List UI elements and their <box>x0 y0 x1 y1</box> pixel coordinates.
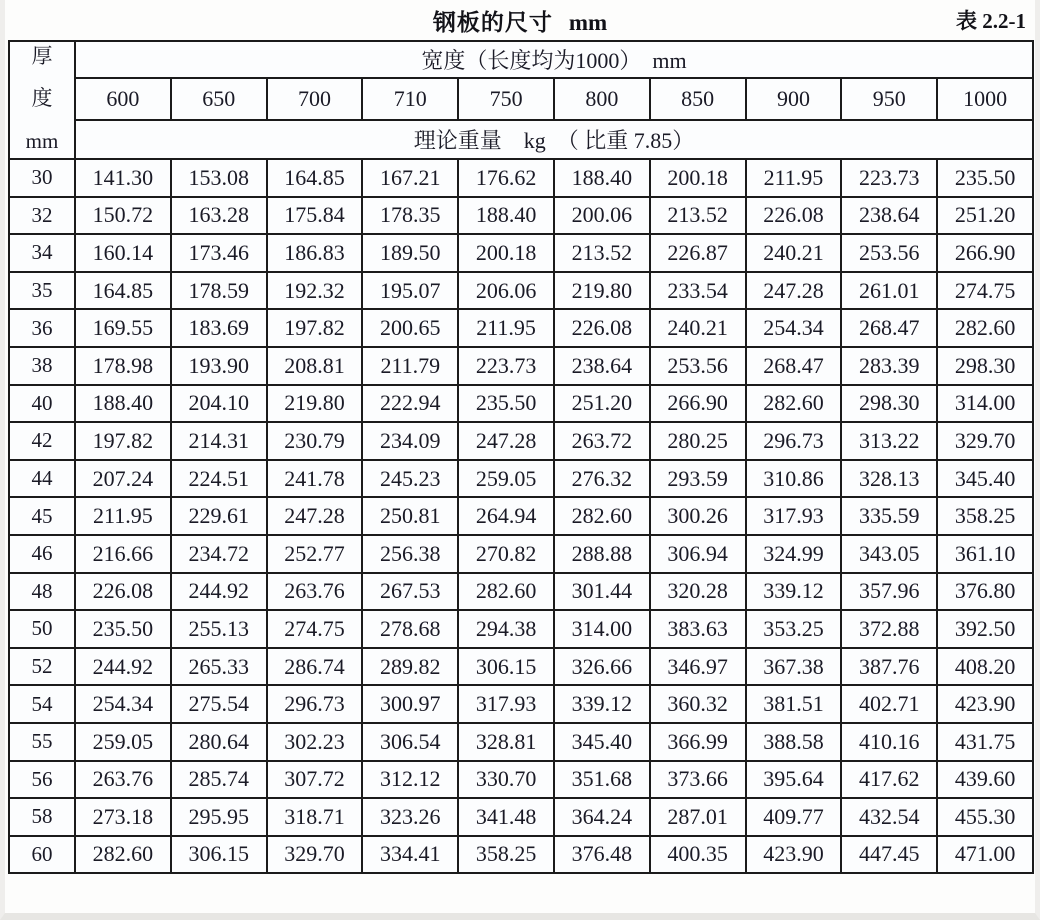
thickness-cell: 30 <box>9 159 75 197</box>
weight-cell: 278.68 <box>362 610 458 648</box>
weight-cell: 188.40 <box>554 159 650 197</box>
weight-cell: 376.48 <box>554 836 650 874</box>
weight-cell: 224.51 <box>171 460 267 498</box>
weight-cell: 314.00 <box>937 385 1033 423</box>
weight-cell: 226.08 <box>554 309 650 347</box>
width-column-header: 650 <box>171 78 267 119</box>
weight-cell: 153.08 <box>171 159 267 197</box>
weight-cell: 372.88 <box>841 610 937 648</box>
weight-cell: 234.09 <box>362 422 458 460</box>
weight-cell: 392.50 <box>937 610 1033 648</box>
weight-cell: 173.46 <box>171 234 267 272</box>
table-row <box>9 648 1033 686</box>
weight-cell: 266.90 <box>937 234 1033 272</box>
weight-cell: 195.07 <box>362 272 458 310</box>
title-bar <box>8 2 1032 40</box>
weight-cell: 318.71 <box>267 798 363 836</box>
weight-cell: 223.73 <box>841 159 937 197</box>
thickness-cell: 50 <box>9 610 75 648</box>
table-row <box>9 610 1033 648</box>
width-column-header: 900 <box>746 78 842 119</box>
weight-cell: 244.92 <box>75 648 171 686</box>
weight-cell: 219.80 <box>267 385 363 423</box>
table-row <box>9 836 1033 874</box>
weight-cell: 323.26 <box>362 798 458 836</box>
weight-cell: 164.85 <box>267 159 363 197</box>
weight-cell: 364.24 <box>554 798 650 836</box>
weight-cell: 240.21 <box>650 309 746 347</box>
weight-cell: 176.62 <box>458 159 554 197</box>
weight-cell: 314.00 <box>554 610 650 648</box>
weight-cell: 387.76 <box>841 648 937 686</box>
weight-cell: 186.83 <box>267 234 363 272</box>
thickness-column-header <box>9 41 75 159</box>
table-number-label: 表 2.2-1 <box>956 9 1026 33</box>
width-column-header: 800 <box>554 78 650 119</box>
weight-cell: 343.05 <box>841 535 937 573</box>
weight-cell: 298.30 <box>937 347 1033 385</box>
weight-cell: 259.05 <box>458 460 554 498</box>
weight-cell: 324.99 <box>746 535 842 573</box>
weight-cell: 141.30 <box>75 159 171 197</box>
weight-cell: 388.58 <box>746 723 842 761</box>
width-column-header: 700 <box>267 78 363 119</box>
weight-cell: 214.31 <box>171 422 267 460</box>
weight-cell: 235.50 <box>75 610 171 648</box>
table-body <box>9 159 1033 873</box>
weight-cell: 207.24 <box>75 460 171 498</box>
weight-cell: 334.41 <box>362 836 458 874</box>
weight-cell: 268.47 <box>841 309 937 347</box>
weight-cell: 238.64 <box>554 347 650 385</box>
weight-cell: 274.75 <box>937 272 1033 310</box>
thickness-header-stack <box>10 45 74 153</box>
weight-cell: 160.14 <box>75 234 171 272</box>
table-row <box>9 197 1033 235</box>
weight-cell: 197.82 <box>75 422 171 460</box>
weight-cell: 328.13 <box>841 460 937 498</box>
weight-cell: 280.25 <box>650 422 746 460</box>
page-title-unit: mm <box>568 10 608 35</box>
weight-cell: 471.00 <box>937 836 1033 874</box>
weight-cell: 283.39 <box>841 347 937 385</box>
weight-cell: 263.76 <box>267 573 363 611</box>
width-column-header: 710 <box>362 78 458 119</box>
weight-cell: 358.25 <box>458 836 554 874</box>
weight-cell: 251.20 <box>937 197 1033 235</box>
weight-cell: 306.54 <box>362 723 458 761</box>
weight-cell: 163.28 <box>171 197 267 235</box>
weight-cell: 301.44 <box>554 573 650 611</box>
steel-plate-weight-table <box>8 40 1034 874</box>
weight-cell: 274.75 <box>267 610 363 648</box>
weight-cell: 320.28 <box>650 573 746 611</box>
thickness-cell: 60 <box>9 836 75 874</box>
width-columns-row <box>9 78 1033 119</box>
weight-cell: 275.54 <box>171 685 267 723</box>
weight-cell: 306.94 <box>650 535 746 573</box>
weight-cell: 178.35 <box>362 197 458 235</box>
thickness-header-char-2: 度 <box>31 86 53 111</box>
weight-cell: 247.28 <box>746 272 842 310</box>
thickness-unit-label: mm <box>25 128 59 153</box>
weight-cell: 256.38 <box>362 535 458 573</box>
weight-cell: 167.21 <box>362 159 458 197</box>
weight-cell: 183.69 <box>171 309 267 347</box>
weight-cell: 233.54 <box>650 272 746 310</box>
weight-cell: 259.05 <box>75 723 171 761</box>
weight-cell: 254.34 <box>75 685 171 723</box>
weight-cell: 345.40 <box>554 723 650 761</box>
weight-cell: 253.56 <box>650 347 746 385</box>
thickness-cell: 44 <box>9 460 75 498</box>
weight-cell: 267.53 <box>362 573 458 611</box>
weight-cell: 200.18 <box>650 159 746 197</box>
thickness-cell: 35 <box>9 272 75 310</box>
table-row <box>9 723 1033 761</box>
weight-cell: 197.82 <box>267 309 363 347</box>
weight-cell: 312.12 <box>362 761 458 799</box>
weight-cell: 280.64 <box>171 723 267 761</box>
weight-cell: 360.32 <box>650 685 746 723</box>
thickness-cell: 46 <box>9 535 75 573</box>
weight-cell: 241.78 <box>267 460 363 498</box>
weight-cell: 294.38 <box>458 610 554 648</box>
weight-cell: 189.50 <box>362 234 458 272</box>
weight-cell: 234.72 <box>171 535 267 573</box>
thickness-header-char-1: 厚 <box>31 44 53 68</box>
weight-cell: 251.20 <box>554 385 650 423</box>
weight-cell: 339.12 <box>554 685 650 723</box>
weight-cell: 286.74 <box>267 648 363 686</box>
weight-cell: 361.10 <box>937 535 1033 573</box>
width-column-header: 1000 <box>937 78 1033 119</box>
weight-cell: 432.54 <box>841 798 937 836</box>
weight-cell: 330.70 <box>458 761 554 799</box>
weight-cell: 293.59 <box>650 460 746 498</box>
weight-cell: 240.21 <box>746 234 842 272</box>
table-row <box>9 535 1033 573</box>
weight-cell: 245.23 <box>362 460 458 498</box>
weight-cell: 302.23 <box>267 723 363 761</box>
thickness-cell: 36 <box>9 309 75 347</box>
weight-cell: 289.82 <box>362 648 458 686</box>
weight-cell: 178.59 <box>171 272 267 310</box>
weight-cell: 150.72 <box>75 197 171 235</box>
weight-cell: 223.73 <box>458 347 554 385</box>
table-row <box>9 159 1033 197</box>
table-header <box>9 41 1033 159</box>
weight-cell: 270.82 <box>458 535 554 573</box>
weight-cell: 188.40 <box>458 197 554 235</box>
weight-cell: 208.81 <box>267 347 363 385</box>
weight-cell: 282.60 <box>746 385 842 423</box>
table-row <box>9 347 1033 385</box>
weight-cell: 193.90 <box>171 347 267 385</box>
thickness-cell: 45 <box>9 497 75 535</box>
weight-cell: 395.64 <box>746 761 842 799</box>
thickness-cell: 42 <box>9 422 75 460</box>
weight-cell: 211.79 <box>362 347 458 385</box>
weight-cell: 439.60 <box>937 761 1033 799</box>
width-column-header: 600 <box>75 78 171 119</box>
weight-cell: 264.94 <box>458 497 554 535</box>
weight-cell: 341.48 <box>458 798 554 836</box>
weight-cell: 282.60 <box>75 836 171 874</box>
table-row <box>9 309 1033 347</box>
weight-cell: 358.25 <box>937 497 1033 535</box>
weight-cell: 402.71 <box>841 685 937 723</box>
weight-cell: 408.20 <box>937 648 1033 686</box>
thickness-cell: 38 <box>9 347 75 385</box>
weight-cell: 346.97 <box>650 648 746 686</box>
weight-cell: 373.66 <box>650 761 746 799</box>
weight-cell: 200.18 <box>458 234 554 272</box>
weight-cell: 326.66 <box>554 648 650 686</box>
weight-cell: 169.55 <box>75 309 171 347</box>
weight-cell: 317.93 <box>458 685 554 723</box>
weight-cell: 250.81 <box>362 497 458 535</box>
table-row <box>9 460 1033 498</box>
weight-cell: 252.77 <box>267 535 363 573</box>
weight-cell: 211.95 <box>746 159 842 197</box>
width-column-header: 750 <box>458 78 554 119</box>
thickness-cell: 56 <box>9 761 75 799</box>
thickness-cell: 40 <box>9 385 75 423</box>
page-title <box>8 4 1032 37</box>
width-column-header: 950 <box>841 78 937 119</box>
weight-cell: 282.60 <box>937 309 1033 347</box>
weight-cell: 263.76 <box>75 761 171 799</box>
weight-cell: 222.94 <box>362 385 458 423</box>
weight-cell: 265.33 <box>171 648 267 686</box>
weight-cell: 178.98 <box>75 347 171 385</box>
width-group-header: 宽度（长度均为1000） mm <box>75 41 1033 78</box>
weight-cell: 273.18 <box>75 798 171 836</box>
page-title-text: 钢板的尺寸 <box>432 10 553 35</box>
weight-cell: 253.56 <box>841 234 937 272</box>
weight-cell: 200.65 <box>362 309 458 347</box>
weight-cell: 238.64 <box>841 197 937 235</box>
weight-cell: 376.80 <box>937 573 1033 611</box>
weight-cell: 409.77 <box>746 798 842 836</box>
thickness-cell: 58 <box>9 798 75 836</box>
thickness-cell: 48 <box>9 573 75 611</box>
weight-cell: 447.45 <box>841 836 937 874</box>
weight-cell: 213.52 <box>650 197 746 235</box>
weight-cell: 423.90 <box>746 836 842 874</box>
weight-cell: 296.73 <box>746 422 842 460</box>
weight-cell: 431.75 <box>937 723 1033 761</box>
table-row <box>9 761 1033 799</box>
weight-cell: 175.84 <box>267 197 363 235</box>
weight-cell: 282.60 <box>458 573 554 611</box>
weight-cell: 367.38 <box>746 648 842 686</box>
weight-cell: 230.79 <box>267 422 363 460</box>
weight-group-header-row <box>9 120 1033 159</box>
weight-cell: 328.81 <box>458 723 554 761</box>
weight-cell: 192.32 <box>267 272 363 310</box>
table-row <box>9 422 1033 460</box>
weight-cell: 229.61 <box>171 497 267 535</box>
weight-cell: 351.68 <box>554 761 650 799</box>
weight-cell: 282.60 <box>554 497 650 535</box>
weight-cell: 247.28 <box>458 422 554 460</box>
weight-cell: 306.15 <box>458 648 554 686</box>
weight-cell: 310.86 <box>746 460 842 498</box>
thickness-cell: 52 <box>9 648 75 686</box>
weight-cell: 247.28 <box>267 497 363 535</box>
weight-cell: 296.73 <box>267 685 363 723</box>
table-row <box>9 272 1033 310</box>
weight-cell: 204.10 <box>171 385 267 423</box>
weight-cell: 329.70 <box>937 422 1033 460</box>
weight-cell: 306.15 <box>171 836 267 874</box>
weight-cell: 300.97 <box>362 685 458 723</box>
weight-cell: 417.62 <box>841 761 937 799</box>
weight-cell: 261.01 <box>841 272 937 310</box>
weight-cell: 339.12 <box>746 573 842 611</box>
weight-cell: 244.92 <box>171 573 267 611</box>
weight-cell: 298.30 <box>841 385 937 423</box>
weight-cell: 219.80 <box>554 272 650 310</box>
weight-cell: 266.90 <box>650 385 746 423</box>
width-group-header-row <box>9 41 1033 78</box>
weight-cell: 235.50 <box>458 385 554 423</box>
weight-cell: 211.95 <box>458 309 554 347</box>
weight-cell: 335.59 <box>841 497 937 535</box>
weight-cell: 287.01 <box>650 798 746 836</box>
weight-cell: 345.40 <box>937 460 1033 498</box>
weight-cell: 410.16 <box>841 723 937 761</box>
weight-cell: 206.06 <box>458 272 554 310</box>
width-column-header: 850 <box>650 78 746 119</box>
weight-cell: 263.72 <box>554 422 650 460</box>
weight-cell: 226.08 <box>746 197 842 235</box>
weight-cell: 226.87 <box>650 234 746 272</box>
table-row <box>9 685 1033 723</box>
table-row <box>9 234 1033 272</box>
weight-cell: 276.32 <box>554 460 650 498</box>
table-row <box>9 798 1033 836</box>
weight-cell: 353.25 <box>746 610 842 648</box>
weight-cell: 366.99 <box>650 723 746 761</box>
weight-cell: 400.35 <box>650 836 746 874</box>
weight-cell: 423.90 <box>937 685 1033 723</box>
thickness-cell: 55 <box>9 723 75 761</box>
weight-cell: 313.22 <box>841 422 937 460</box>
weight-cell: 288.88 <box>554 535 650 573</box>
weight-cell: 200.06 <box>554 197 650 235</box>
thickness-cell: 32 <box>9 197 75 235</box>
weight-cell: 226.08 <box>75 573 171 611</box>
thickness-cell: 54 <box>9 685 75 723</box>
weight-cell: 211.95 <box>75 497 171 535</box>
weight-cell: 455.30 <box>937 798 1033 836</box>
table-row <box>9 573 1033 611</box>
weight-cell: 295.95 <box>171 798 267 836</box>
table-row <box>9 385 1033 423</box>
weight-cell: 329.70 <box>267 836 363 874</box>
weight-cell: 357.96 <box>841 573 937 611</box>
table-row <box>9 497 1033 535</box>
weight-cell: 216.66 <box>75 535 171 573</box>
weight-cell: 307.72 <box>267 761 363 799</box>
weight-cell: 268.47 <box>746 347 842 385</box>
weight-cell: 255.13 <box>171 610 267 648</box>
weight-cell: 317.93 <box>746 497 842 535</box>
weight-cell: 381.51 <box>746 685 842 723</box>
weight-cell: 383.63 <box>650 610 746 648</box>
weight-cell: 213.52 <box>554 234 650 272</box>
weight-cell: 235.50 <box>937 159 1033 197</box>
weight-cell: 300.26 <box>650 497 746 535</box>
weight-group-header: 理论重量 kg （ 比重 7.85） <box>75 120 1033 159</box>
weight-cell: 164.85 <box>75 272 171 310</box>
thickness-cell: 34 <box>9 234 75 272</box>
weight-cell: 285.74 <box>171 761 267 799</box>
weight-cell: 254.34 <box>746 309 842 347</box>
weight-cell: 188.40 <box>75 385 171 423</box>
